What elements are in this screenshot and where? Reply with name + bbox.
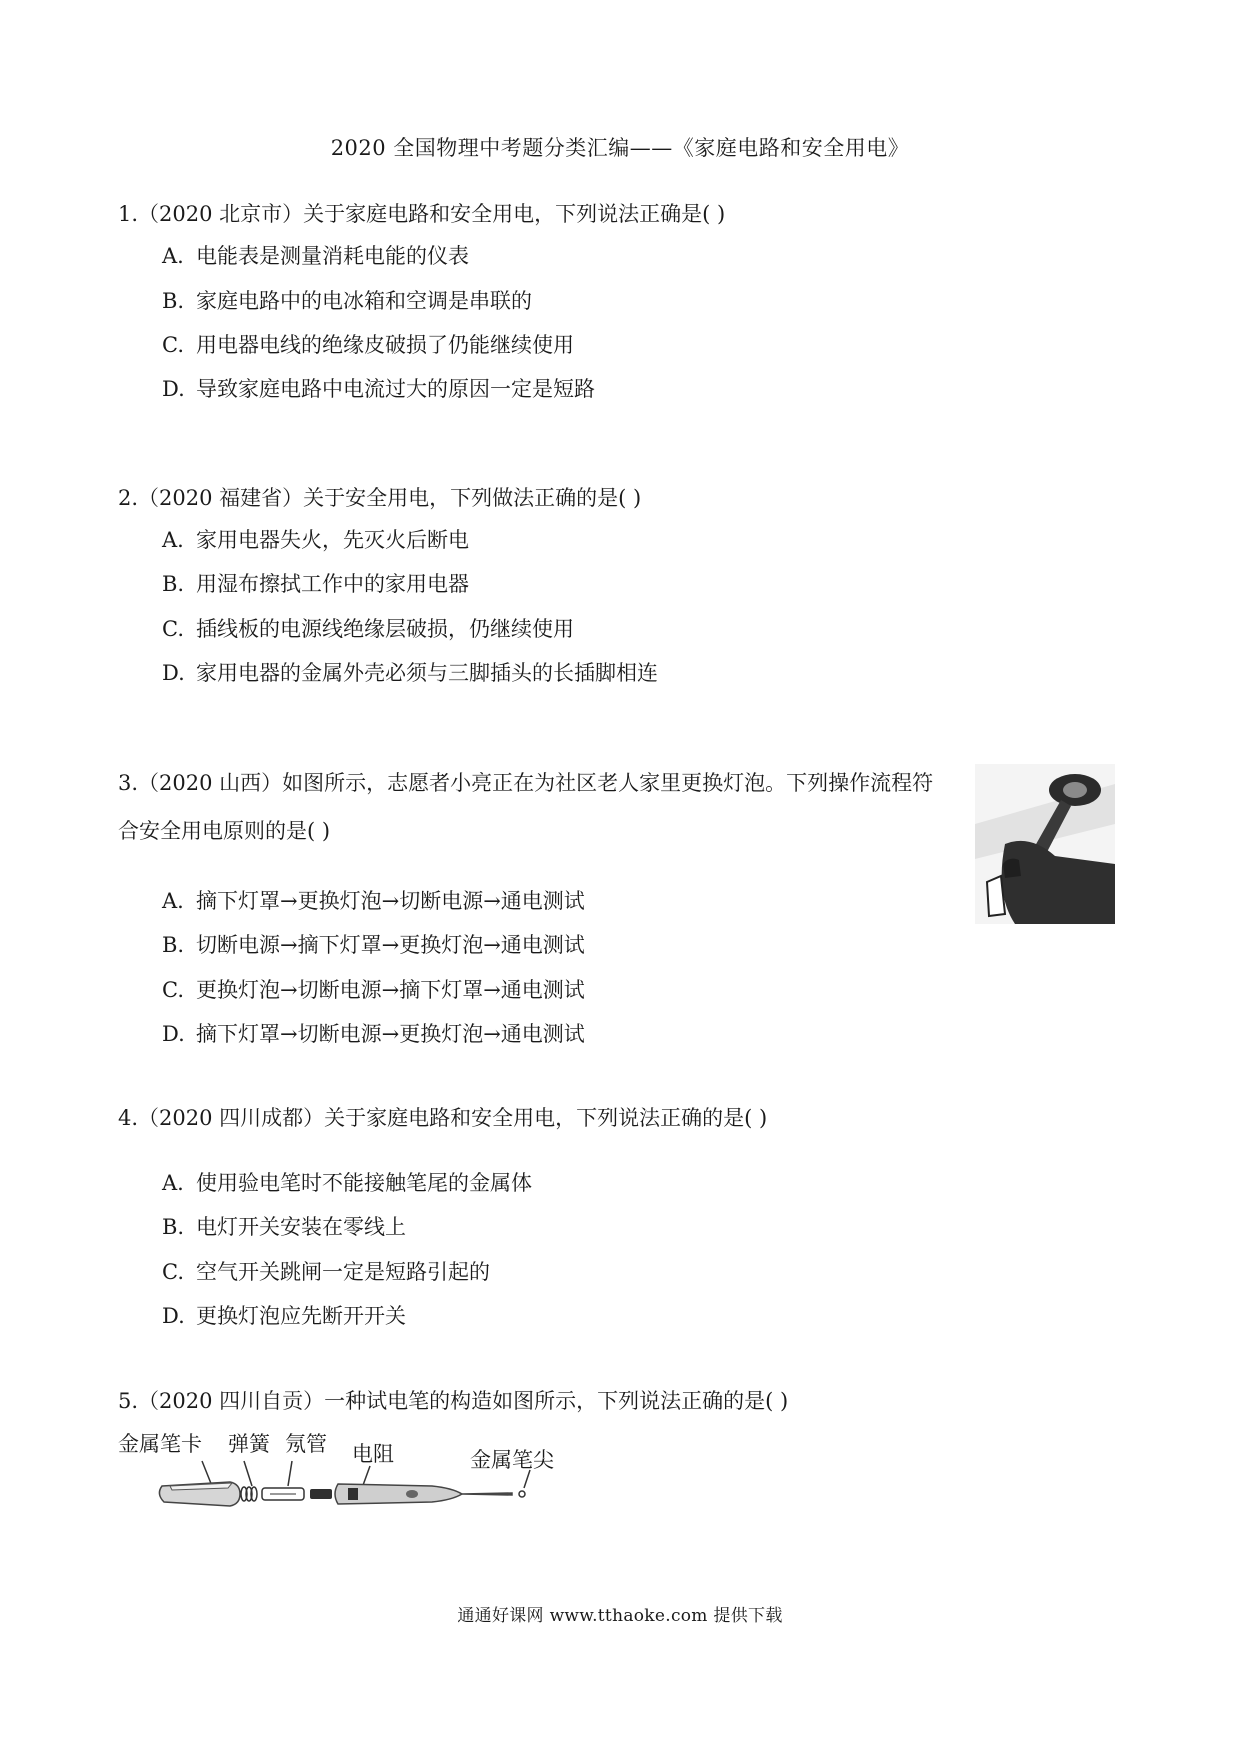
option-letter: A.: [162, 244, 184, 268]
option-text: 家用电器的金属外壳必须与三脚插头的长插脚相连: [196, 661, 658, 685]
pen-label-metal-clip: 金属笔卡: [118, 1432, 202, 1456]
option-text: 电灯开关安装在零线上: [196, 1215, 406, 1239]
test-pen-diagram: [112, 1426, 572, 1516]
option-letter: A.: [162, 1171, 184, 1195]
option-letter: C.: [162, 333, 184, 357]
option-letter: B.: [162, 289, 185, 313]
page-footer: 通通好课网 www.tthaoke.com 提供下载: [457, 1606, 783, 1626]
option-text: 用湿布擦拭工作中的家用电器: [196, 572, 469, 596]
pen-label-neon-tube: 氖管: [285, 1432, 327, 1456]
question-1-option-a: [162, 240, 469, 270]
option-letter: C.: [162, 978, 184, 1002]
question-3-stem: 3.（2020 山西）如图所示，志愿者小亮正在为社区老人家里更换灯泡。下列操作流程符合安全用电原则的是( ): [118, 771, 934, 843]
question-4-option-d: [162, 1300, 406, 1330]
option-letter: D.: [162, 377, 185, 401]
question-2-option-d: [162, 657, 658, 687]
question-2-stem: 2.（2020 福建省）关于安全用电，下列做法正确的是( ): [118, 486, 642, 510]
question-1-stem: 1.（2020 北京市）关于家庭电路和安全用电，下列说法正确是( ): [118, 202, 726, 226]
option-text: 摘下灯罩→更换灯泡→切断电源→通电测试: [196, 889, 585, 913]
question-1-option-d: [162, 373, 595, 403]
option-text: 更换灯泡应先断开开关: [196, 1304, 406, 1328]
question-1-option-b: [162, 285, 532, 315]
option-letter: A.: [162, 528, 184, 552]
option-text: 更换灯泡→切断电源→摘下灯罩→通电测试: [196, 978, 585, 1002]
option-text: 家用电器失火，先灭火后断电: [196, 528, 469, 552]
option-text: 使用验电笔时不能接触笔尾的金属体: [196, 1171, 532, 1195]
pen-label-resistor: 电阻: [352, 1442, 394, 1466]
option-text: 家庭电路中的电冰箱和空调是串联的: [196, 289, 532, 313]
option-text: 空气开关跳闸一定是短路引起的: [196, 1260, 490, 1284]
option-text: 切断电源→摘下灯罩→更换灯泡→通电测试: [196, 933, 585, 957]
question-1-option-c: [162, 329, 574, 359]
question-4-stem: 4.（2020 四川成都）关于家庭电路和安全用电，下列说法正确的是( ): [118, 1106, 768, 1130]
question-4-option-a: [162, 1167, 532, 1197]
question-2-option-b: [162, 568, 469, 598]
option-letter: B.: [162, 1215, 185, 1239]
option-letter: D.: [162, 1304, 185, 1328]
question-3-option-b: [162, 929, 585, 959]
question-2-option-c: [162, 613, 574, 643]
option-letter: B.: [162, 933, 185, 957]
question-3-option-c: [162, 974, 585, 1004]
option-text: 插线板的电源线绝缘层破损，仍继续使用: [196, 617, 574, 641]
question-3-option-d: [162, 1018, 585, 1048]
option-letter: B.: [162, 572, 185, 596]
lamp-replacement-photo: [975, 764, 1115, 924]
pen-label-spring: 弹簧: [228, 1432, 270, 1456]
option-text: 电能表是测量消耗电能的仪表: [196, 244, 469, 268]
option-letter: C.: [162, 1260, 184, 1284]
option-text: 导致家庭电路中电流过大的原因一定是短路: [196, 377, 595, 401]
question-5-stem: 5.（2020 四川自贡）一种试电笔的构造如图所示，下列说法正确的是( ): [118, 1389, 789, 1413]
question-4-option-c: [162, 1256, 490, 1286]
question-4-option-b: [162, 1211, 406, 1241]
option-text: 摘下灯罩→切断电源→更换灯泡→通电测试: [196, 1022, 585, 1046]
question-2-option-a: [162, 524, 469, 554]
option-letter: A.: [162, 889, 184, 913]
pen-label-metal-tip: 金属笔尖: [470, 1448, 554, 1472]
option-letter: C.: [162, 617, 184, 641]
option-letter: D.: [162, 1022, 185, 1046]
document-title: 2020 全国物理中考题分类汇编——《家庭电路和安全用电》: [330, 136, 910, 160]
question-3-option-a: [162, 885, 585, 915]
option-letter: D.: [162, 661, 185, 685]
option-text: 用电器电线的绝缘皮破损了仍能继续使用: [196, 333, 574, 357]
